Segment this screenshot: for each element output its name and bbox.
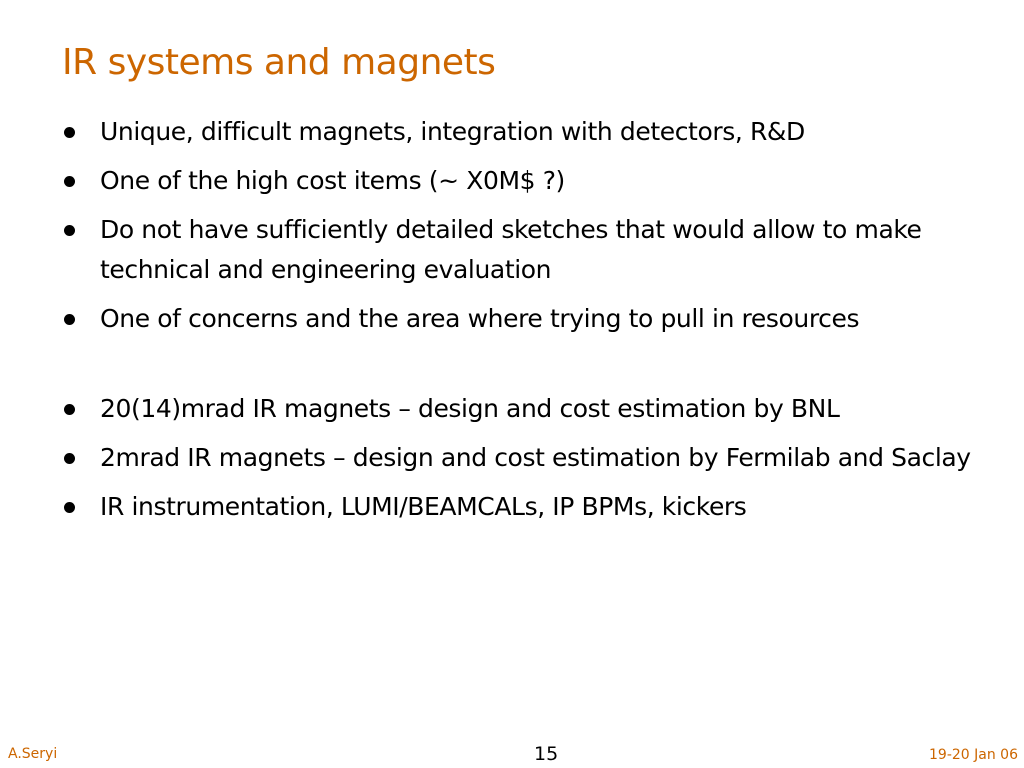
bullet-dot-icon bbox=[64, 314, 75, 325]
bullet-text: 2mrad IR magnets – design and cost estimation by Fermilab and Saclay bbox=[100, 443, 971, 472]
bullet-item bbox=[60, 112, 980, 152]
bullet-item bbox=[60, 161, 980, 201]
bullet-text: Unique, difficult magnets, integration with detectors, R&D bbox=[100, 117, 805, 146]
bullet-text: One of the high cost items (~ X0M$ ?) bbox=[100, 166, 565, 195]
bullet-item bbox=[60, 389, 980, 429]
bullet-dot-icon bbox=[64, 453, 75, 464]
footer-date: 19-20 Jan 06 bbox=[929, 747, 1018, 763]
page-number: 15 bbox=[534, 743, 559, 765]
bullet-dot-icon bbox=[64, 176, 75, 187]
bullet-list bbox=[60, 112, 980, 536]
bullet-text: IR instrumentation, LUMI/BEAMCALs, IP BPMs, kickers bbox=[100, 492, 747, 521]
footer-author: A.Seryi bbox=[8, 746, 58, 762]
bullet-item bbox=[60, 438, 980, 478]
slide-title: IR systems and magnets bbox=[62, 42, 496, 83]
bullet-dot-icon bbox=[64, 502, 75, 513]
bullet-item bbox=[60, 210, 980, 290]
bullet-text: 20(14)mrad IR magnets – design and cost estimation by BNL bbox=[100, 394, 840, 423]
bullet-dot-icon bbox=[64, 225, 75, 236]
bullet-item bbox=[60, 487, 980, 527]
bullet-dot-icon bbox=[64, 127, 75, 138]
bullet-text: Do not have sufficiently detailed sketches that would allow to make technical and engineering evaluation bbox=[100, 215, 922, 284]
bullet-text: One of concerns and the area where trying to pull in resources bbox=[100, 304, 860, 333]
bullet-dot-icon bbox=[64, 404, 75, 415]
bullet-item bbox=[60, 299, 980, 339]
